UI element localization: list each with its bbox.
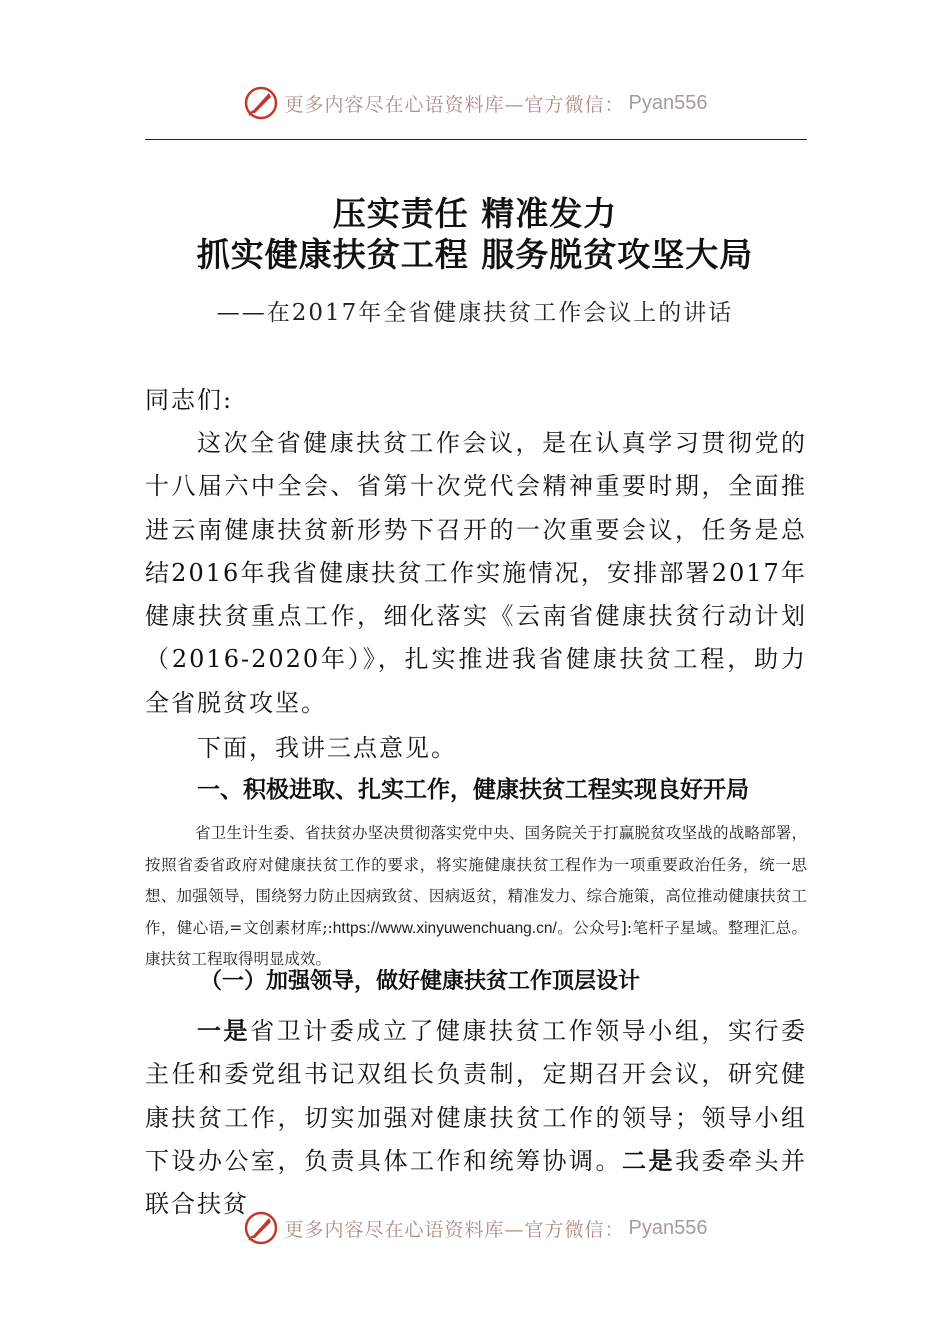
header-banner — [0, 83, 950, 123]
point-one-text: 省卫计委成立了健康扶贫工作领导小组，实行委主任和委党组书记双组长负责制，定期召开会议，研究健康扶贫工作，切实加强对健康扶贫工作的领导；领导小组下设办公室，负责具体工作和统筹协调。 — [145, 1017, 808, 1175]
point-two-label: 二是 — [622, 1146, 675, 1175]
paragraph-summary — [145, 818, 807, 976]
point-one-label: 一是 — [197, 1017, 251, 1045]
paragraph-leadership — [145, 1010, 807, 1226]
summary-text-b: 。公众号]:笔杆子星域。整理汇总。康扶贫工程取得明显成效。 — [145, 918, 807, 968]
paragraph-intro: 这次全省健康扶贫工作会议，是在认真学习贯彻党的十八届六中全会、省第十次党代会精神重要时期，全面推进云南健康扶贫新形势下召开的一次重要会议，任务是总结2016年我省健康扶贫工作实施情况，安排部署2017年健康扶贫重点工作，细化落实《云南省健康扶贫行动计划（2016-2020年）》，扎实推进我省健康扶贫工程，助力全省脱贫攻坚。 — [145, 429, 807, 717]
banner-wechat-id: Pyan556 — [628, 91, 708, 114]
point-two-text: 我委牵头并联合扶贫 — [145, 1146, 807, 1219]
feather-pen-logo-icon — [243, 1210, 279, 1246]
page-title-line1: 压实责任 精准发力 — [332, 194, 618, 233]
page-subtitle: ——在2017年全省健康扶贫工作会议上的讲话 — [216, 300, 734, 326]
paragraph-outline: 下面，我讲三点意见。 — [197, 734, 457, 762]
subsection-heading-1: （一）加强领导，做好健康扶贫工作顶层设计 — [200, 969, 641, 994]
footer-banner-text: 更多内容尽在心语资料库—官方微信： — [284, 1218, 625, 1241]
footer-banner-wechat-id: Pyan556 — [628, 1216, 708, 1239]
greeting: 同志们: — [145, 386, 234, 414]
summary-text-a: 省卫生计生委、省扶贫办坚决贯彻落实党中央、国务院关于打赢脱贫攻坚战的战略部署，按照省委省政府对健康扶贫工作的要求，将实施健康扶贫工程作为一项重要政治任务，统一思想、加强领导，围绕努力防止因病致贫、因病返贫，精准发力、综合施策，高位推动健康扶贫工作，健心语,=文创素材库;: — [145, 824, 807, 937]
header-divider — [145, 139, 807, 140]
page-title-line2: 抓实健康扶贫工程 服务脱贫攻坚大局 — [196, 235, 754, 274]
feather-pen-logo-icon — [243, 85, 279, 121]
section-heading-1: 一、积极进取、扎实工作，健康扶贫工程实现良好开局 — [197, 777, 749, 803]
summary-url[interactable]: https://www.xinyuwenchuang.cn/ — [332, 919, 557, 937]
footer-banner — [0, 1208, 950, 1248]
banner-text: 更多内容尽在心语资料库—官方微信： — [284, 93, 625, 116]
